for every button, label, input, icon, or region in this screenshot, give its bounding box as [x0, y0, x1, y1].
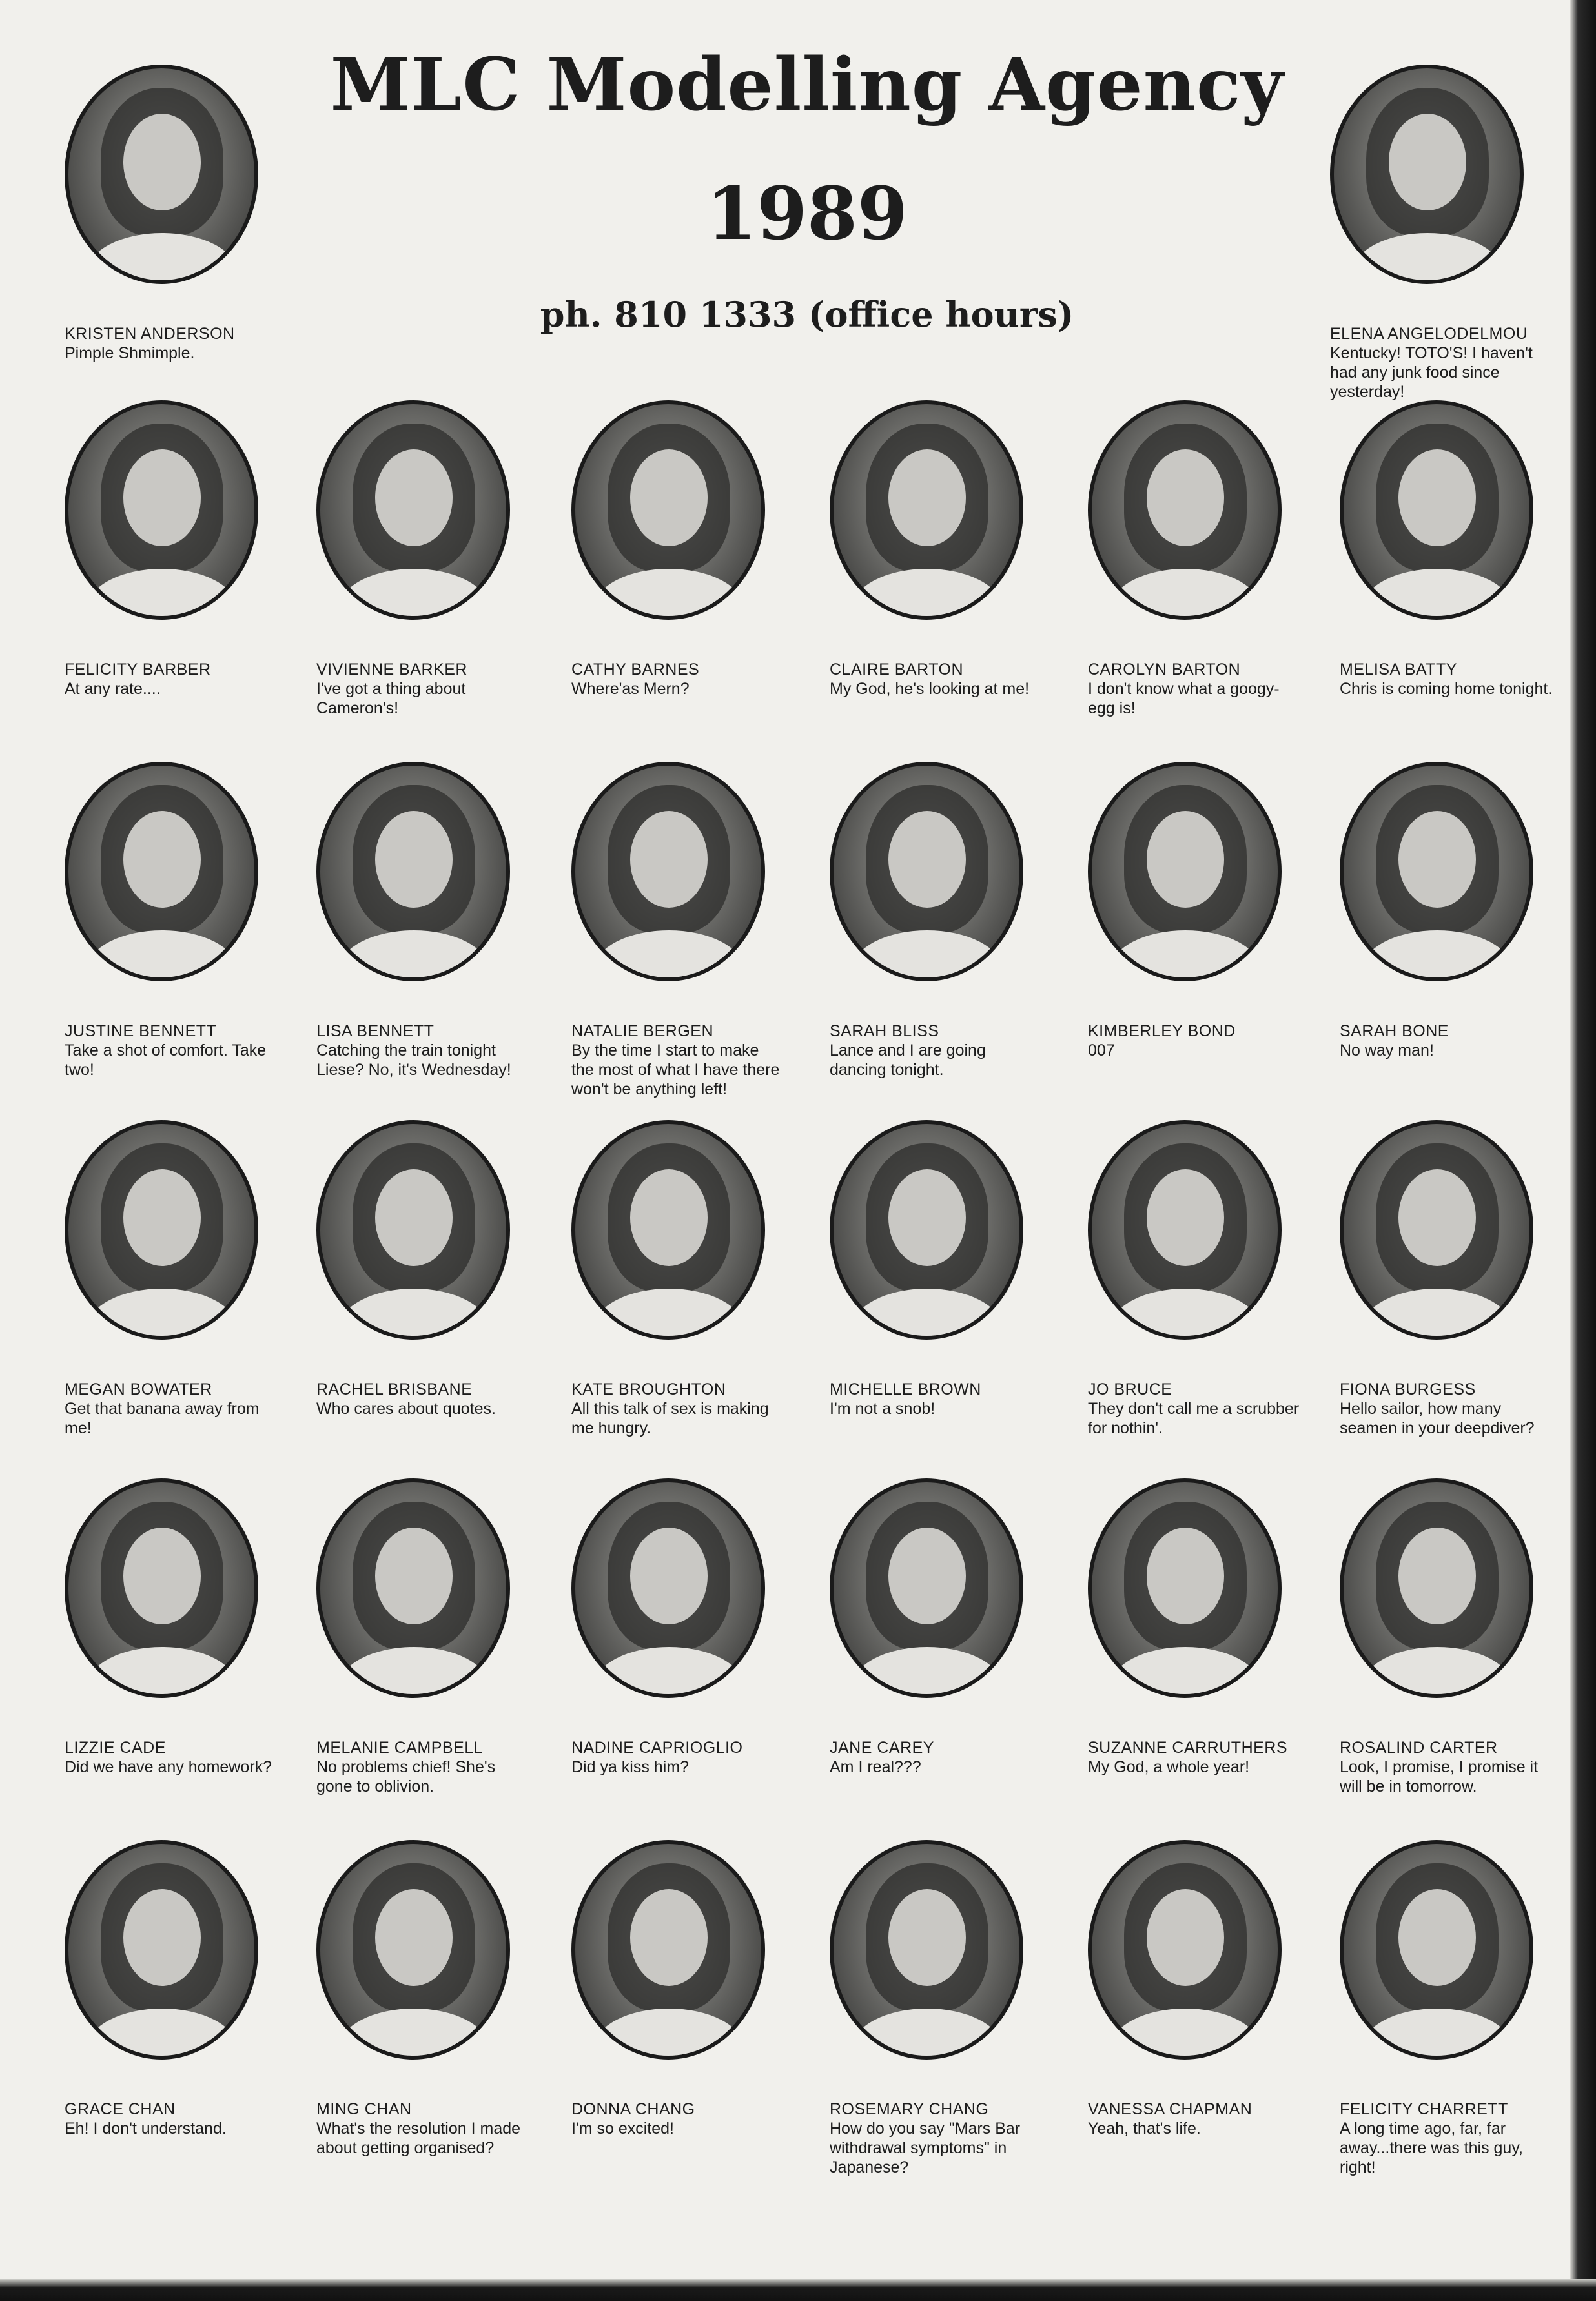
page-phone: ph. 810 1333 (office hours) [540, 294, 1074, 335]
student-quote: Where'as Mern? [571, 680, 690, 698]
student-name: ROSEMARY CHANG [830, 2100, 989, 2118]
student-card [1088, 400, 1327, 718]
student-card [1330, 65, 1569, 402]
portrait-collar [340, 2009, 488, 2060]
student-name: GRACE CHAN [65, 2100, 176, 2118]
student-name: KATE BROUGHTON [571, 1380, 726, 1398]
student-name: ELENA ANGELODELMOU [1330, 325, 1528, 343]
portrait-face [888, 1169, 966, 1266]
portrait-collar [88, 233, 236, 284]
portrait-face [1147, 811, 1224, 908]
portrait-collar [853, 930, 1001, 981]
student-card [830, 400, 1069, 699]
student-portrait [1088, 1840, 1282, 2060]
student-name: LISA BENNETT [316, 1022, 435, 1040]
portrait-face [888, 811, 966, 908]
portrait-face [375, 1528, 453, 1624]
student-name: JANE CAREY [830, 1739, 934, 1757]
student-quote: Look, I promise, I promise it will be in tomorrow. [1340, 1758, 1539, 1795]
portrait-collar [340, 1289, 488, 1340]
student-card [316, 1120, 555, 1418]
student-portrait [830, 1840, 1023, 2060]
student-portrait [571, 762, 765, 981]
student-portrait [65, 1840, 258, 2060]
student-card [1088, 1120, 1327, 1438]
portrait-collar [1363, 1647, 1511, 1698]
portrait-collar [853, 569, 1001, 620]
student-card [1340, 762, 1579, 1060]
student-portrait [1340, 400, 1533, 620]
student-card [1088, 762, 1327, 1060]
student-portrait [830, 400, 1023, 620]
student-portrait [1340, 1840, 1533, 2060]
student-card [830, 1478, 1069, 1777]
portrait-collar [1363, 569, 1511, 620]
portrait-face [888, 1889, 966, 1986]
portrait-face [630, 1528, 708, 1624]
student-name: SARAH BLISS [830, 1022, 939, 1040]
student-name: MELISA BATTY [1340, 660, 1457, 679]
portrait-collar [1111, 1289, 1260, 1340]
student-quote: Chris is coming home tonight. [1340, 680, 1553, 698]
portrait-face [123, 811, 201, 908]
portrait-face [888, 1528, 966, 1624]
student-card [65, 1120, 303, 1438]
student-quote: Yeah, that's life. [1088, 2120, 1201, 2138]
portrait-collar [340, 569, 488, 620]
student-quote: Hello sailor, how many seamen in your deepdiver? [1340, 1400, 1535, 1437]
student-name: SARAH BONE [1340, 1022, 1449, 1040]
student-card [571, 1120, 810, 1438]
portrait-collar [595, 930, 743, 981]
student-name: VIVIENNE BARKER [316, 660, 467, 679]
student-name: LIZZIE CADE [65, 1739, 166, 1757]
portrait-face [375, 1889, 453, 1986]
portrait-collar [88, 1289, 236, 1340]
student-portrait [1330, 65, 1524, 284]
portrait-face [630, 449, 708, 546]
page-bottom-shadow [0, 2279, 1596, 2301]
portrait-face [1398, 1889, 1476, 1986]
student-portrait [1088, 1478, 1282, 1698]
student-name: RACHEL BRISBANE [316, 1380, 473, 1398]
student-portrait [65, 65, 258, 284]
student-card [830, 1120, 1069, 1418]
student-card [1088, 1478, 1327, 1777]
student-quote: I'm so excited! [571, 2120, 674, 2138]
student-quote: I'm not a snob! [830, 1400, 936, 1418]
student-portrait [1088, 1120, 1282, 1340]
student-card [1340, 1840, 1579, 2177]
portrait-collar [1111, 2009, 1260, 2060]
student-card [830, 762, 1069, 1079]
student-quote: Eh! I don't understand. [65, 2120, 227, 2138]
student-portrait [571, 1120, 765, 1340]
student-portrait [571, 400, 765, 620]
student-quote: A long time ago, far, far away...there was this guy, right! [1340, 2120, 1523, 2176]
student-card [316, 400, 555, 718]
student-quote: I've got a thing about Cameron's! [316, 680, 466, 717]
student-portrait [65, 400, 258, 620]
student-quote: No way man! [1340, 1041, 1434, 1059]
student-name: ROSALIND CARTER [1340, 1739, 1498, 1757]
portrait-collar [853, 2009, 1001, 2060]
student-card [1340, 400, 1579, 699]
student-portrait [316, 1478, 510, 1698]
portrait-collar [88, 930, 236, 981]
student-portrait [1340, 762, 1533, 981]
student-portrait [571, 1478, 765, 1698]
page-year: 1989 [706, 172, 908, 256]
portrait-collar [595, 1647, 743, 1698]
student-name: MING CHAN [316, 2100, 412, 2118]
portrait-face [1147, 449, 1224, 546]
student-card [65, 762, 303, 1079]
student-card [571, 400, 810, 699]
student-portrait [316, 1120, 510, 1340]
student-name: KRISTEN ANDERSON [65, 325, 235, 343]
student-quote: Did ya kiss him? [571, 1758, 689, 1776]
student-name: CATHY BARNES [571, 660, 700, 679]
portrait-face [375, 449, 453, 546]
student-card [1340, 1478, 1579, 1796]
student-name: MICHELLE BROWN [830, 1380, 981, 1398]
portrait-collar [853, 1289, 1001, 1340]
student-name: FIONA BURGESS [1340, 1380, 1476, 1398]
portrait-collar [88, 1647, 236, 1698]
page-title: MLC Modelling Agency [330, 43, 1284, 127]
portrait-face [123, 1889, 201, 1986]
portrait-face [630, 811, 708, 908]
student-quote: Kentucky! TOTO'S! I haven't had any junk food since yesterday! [1330, 344, 1533, 401]
portrait-collar [1353, 233, 1502, 284]
student-name: VANESSA CHAPMAN [1088, 2100, 1253, 2118]
portrait-collar [340, 1647, 488, 1698]
student-card [1340, 1120, 1579, 1438]
student-card [65, 400, 303, 699]
student-card [1088, 1840, 1327, 2138]
student-portrait [316, 1840, 510, 2060]
student-card [316, 1478, 555, 1796]
student-portrait [65, 1120, 258, 1340]
portrait-face [1398, 1528, 1476, 1624]
student-card [571, 762, 810, 1099]
student-quote: No problems chief! She's gone to oblivion. [316, 1758, 496, 1795]
student-card [65, 1478, 303, 1777]
student-quote: I don't know what a googy-egg is! [1088, 680, 1280, 717]
portrait-collar [1363, 2009, 1511, 2060]
portrait-collar [340, 930, 488, 981]
portrait-collar [595, 2009, 743, 2060]
student-card [830, 1840, 1069, 2177]
portrait-collar [1111, 930, 1260, 981]
student-portrait [1340, 1120, 1533, 1340]
portrait-collar [595, 1289, 743, 1340]
student-quote: What's the resolution I made about getting organised? [316, 2120, 521, 2157]
student-quote: At any rate.... [65, 680, 161, 698]
student-card [65, 1840, 303, 2138]
student-name: JUSTINE BENNETT [65, 1022, 217, 1040]
portrait-face [375, 811, 453, 908]
student-quote: My God, a whole year! [1088, 1758, 1250, 1776]
portrait-face [375, 1169, 453, 1266]
student-name: KIMBERLEY BOND [1088, 1022, 1236, 1040]
student-name: SUZANNE CARRUTHERS [1088, 1739, 1288, 1757]
student-quote: 007 [1088, 1041, 1115, 1059]
student-quote: Am I real??? [830, 1758, 921, 1776]
portrait-collar [88, 569, 236, 620]
student-portrait [65, 762, 258, 981]
portrait-face [888, 449, 966, 546]
portrait-face [123, 1528, 201, 1624]
portrait-face [1147, 1528, 1224, 1624]
portrait-face [1398, 1169, 1476, 1266]
student-card [571, 1840, 810, 2138]
student-portrait [571, 1840, 765, 2060]
student-name: MELANIE CAMPBELL [316, 1739, 484, 1757]
portrait-collar [1363, 1289, 1511, 1340]
student-portrait [65, 1478, 258, 1698]
portrait-collar [853, 1647, 1001, 1698]
student-quote: Take a shot of comfort. Take two! [65, 1041, 267, 1079]
portrait-face [1398, 449, 1476, 546]
portrait-face [123, 1169, 201, 1266]
student-portrait [1088, 400, 1282, 620]
student-name: CAROLYN BARTON [1088, 660, 1241, 679]
student-portrait [316, 400, 510, 620]
student-portrait [830, 762, 1023, 981]
student-quote: Get that banana away from me! [65, 1400, 260, 1437]
portrait-face [630, 1169, 708, 1266]
portrait-face [1147, 1169, 1224, 1266]
portrait-collar [1363, 930, 1511, 981]
portrait-face [123, 449, 201, 546]
portrait-face [1147, 1889, 1224, 1986]
portrait-face [1389, 114, 1466, 210]
student-name: FELICITY CHARRETT [1340, 2100, 1508, 2118]
portrait-collar [1111, 1647, 1260, 1698]
portrait-collar [1111, 569, 1260, 620]
student-quote: All this talk of sex is making me hungry. [571, 1400, 769, 1437]
student-quote: By the time I start to make the most of what I have there won't be anything left! [571, 1041, 780, 1098]
student-portrait [316, 762, 510, 981]
portrait-collar [595, 569, 743, 620]
student-card [65, 65, 303, 363]
student-quote: How do you say "Mars Bar withdrawal symptoms" in Japanese? [830, 2120, 1021, 2176]
student-name: NADINE CAPRIOGLIO [571, 1739, 743, 1757]
student-name: MEGAN BOWATER [65, 1380, 212, 1398]
student-portrait [1340, 1478, 1533, 1698]
student-card [316, 762, 555, 1079]
student-name: FELICITY BARBER [65, 660, 211, 679]
student-portrait [830, 1120, 1023, 1340]
student-name: CLAIRE BARTON [830, 660, 964, 679]
student-card [316, 1840, 555, 2158]
student-name: JO BRUCE [1088, 1380, 1172, 1398]
student-card [571, 1478, 810, 1777]
student-name: NATALIE BERGEN [571, 1022, 714, 1040]
student-portrait [1088, 762, 1282, 981]
student-quote: Catching the train tonight Liese? No, it's Wednesday! [316, 1041, 511, 1079]
student-quote: They don't call me a scrubber for nothin'. [1088, 1400, 1300, 1437]
student-quote: My God, he's looking at me! [830, 680, 1030, 698]
portrait-face [1398, 811, 1476, 908]
student-portrait [830, 1478, 1023, 1698]
student-quote: Did we have any homework? [65, 1758, 272, 1776]
student-quote: Who cares about quotes. [316, 1400, 496, 1418]
portrait-face [630, 1889, 708, 1986]
student-quote: Lance and I are going dancing tonight. [830, 1041, 986, 1079]
portrait-face [123, 114, 201, 210]
student-quote: Pimple Shmimple. [65, 344, 195, 362]
portrait-collar [88, 2009, 236, 2060]
student-name: DONNA CHANG [571, 2100, 695, 2118]
